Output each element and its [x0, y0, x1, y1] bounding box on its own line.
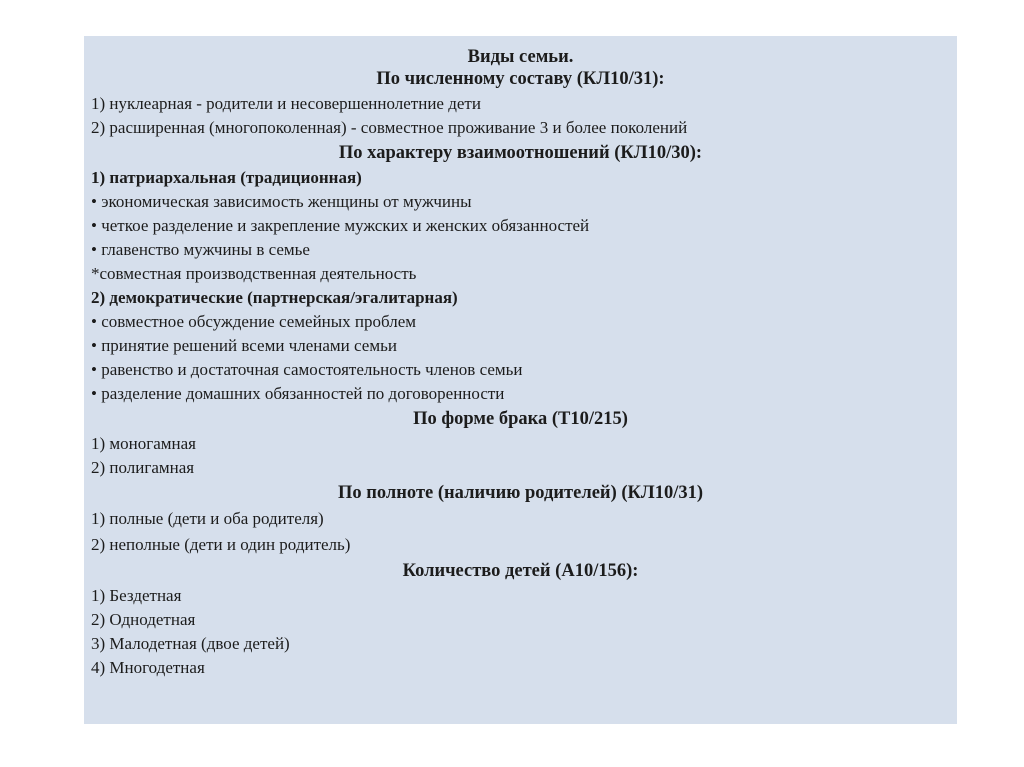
- page-title: Виды семьи.: [467, 47, 574, 67]
- list-item: • совместное обсуждение семейных проблем: [91, 312, 417, 331]
- list-item: • главенство мужчины в семье: [91, 240, 310, 259]
- section-heading-relations: По характеру взаимоотношений (КЛ10/30):: [338, 143, 703, 163]
- list-item: 1) моногамная: [91, 434, 197, 453]
- list-item: 1) полные (дети и оба родителя): [91, 509, 324, 528]
- section-heading-marriage: По форме брака (Т10/215): [413, 409, 628, 429]
- section-heading-children: Количество детей (А10/156):: [402, 561, 639, 581]
- list-item: • разделение домашних обязанностей по договоренности: [91, 384, 505, 403]
- list-item: 1) Бездетная: [91, 586, 182, 605]
- subheading-democratic: 2) демократические (партнерская/эгалитарная): [91, 288, 458, 307]
- list-item: 2) Однодетная: [91, 610, 196, 629]
- list-item: 2) расширенная (многопоколенная) - совместное проживание 3 и более поколений: [91, 118, 688, 137]
- list-item: 2) полигамная: [91, 458, 195, 477]
- list-item: 2) неполные (дети и один родитель): [91, 535, 351, 554]
- list-item: 3) Малодетная (двое детей): [91, 634, 290, 653]
- list-item: 4) Многодетная: [91, 658, 205, 677]
- list-item: • принятие решений всеми членами семьи: [91, 336, 397, 355]
- list-item: • равенство и достаточная самостоятельность членов семьи: [91, 360, 523, 379]
- subheading-patriarchal: 1) патриархальная (традиционная): [91, 168, 362, 187]
- section-heading-composition: По численному составу (КЛ10/31):: [376, 69, 665, 89]
- list-item: 1) нуклеарная - родители и несовершеннолетние дети: [91, 94, 481, 113]
- content-panel: [84, 36, 957, 724]
- section-heading-completeness: По полноте (наличию родителей) (КЛ10/31): [337, 483, 704, 503]
- list-item: • четкое разделение и закрепление мужских и женских обязанностей: [91, 216, 590, 235]
- list-item: • экономическая зависимость женщины от мужчины: [91, 192, 472, 211]
- list-item: *совместная производственная деятельность: [91, 264, 417, 283]
